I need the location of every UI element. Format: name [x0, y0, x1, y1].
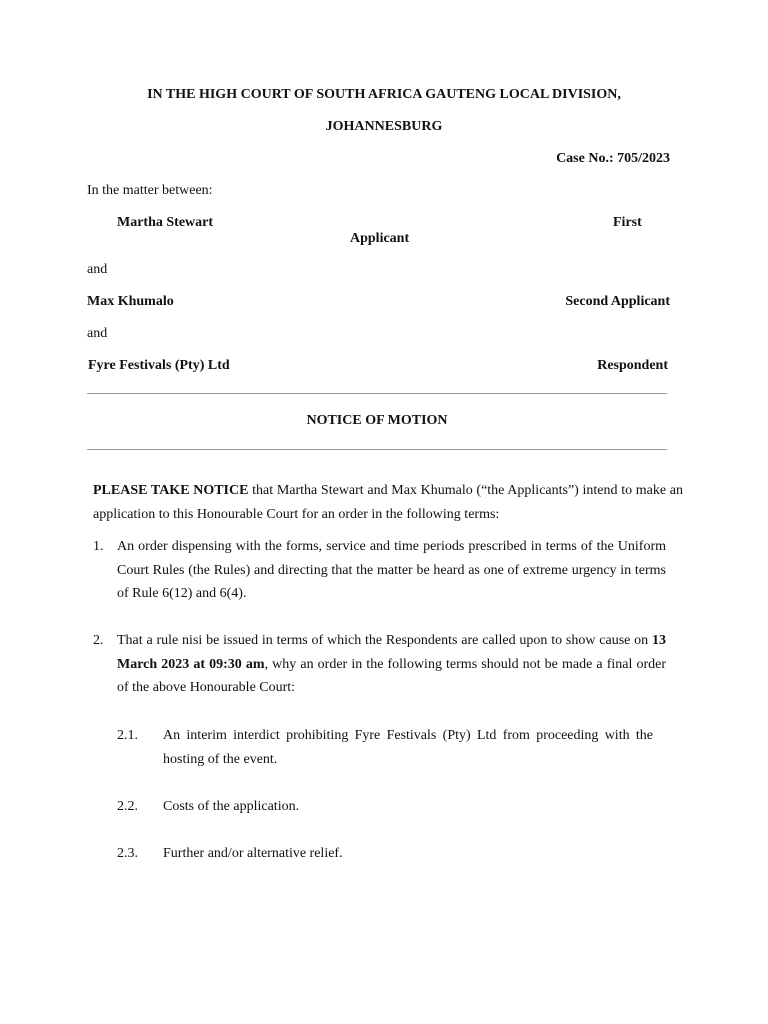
- notice-of-motion-title: NOTICE OF MOTION: [306, 413, 448, 428]
- order-text-after: , why an order in the following terms should not be made a final order of the above Honourable Court:: [117, 656, 666, 695]
- first-applicant-role-applicant: Applicant: [350, 231, 410, 246]
- intro-paragraph: [93, 479, 683, 526]
- first-applicant-role-first: First: [613, 215, 642, 230]
- intro-lead: PLEASE TAKE NOTICE: [93, 483, 249, 498]
- order-text: An order dispensing with the forms, service and time periods prescribed in terms of the Uniform Court Rules (the Rules) and directing that the matter be heard as one of extreme urgency in terms of Rule 6(12) and 6(4).: [117, 539, 666, 601]
- court-title-line1: IN THE HIGH COURT OF SOUTH AFRICA GAUTENG LOCAL DIVISION,: [147, 87, 621, 102]
- order-number: 2.: [93, 633, 104, 648]
- sub-order-number: 2.1.: [117, 728, 138, 743]
- sub-order-text: Costs of the application.: [163, 799, 300, 814]
- sub-order-number: 2.2.: [117, 799, 138, 814]
- first-applicant-name: Martha Stewart: [117, 215, 214, 230]
- respondent-role: Respondent: [597, 358, 668, 373]
- order-number: 1.: [93, 539, 104, 554]
- second-applicant-name: Max Khumalo: [87, 294, 174, 309]
- sub-order-number: 2.3.: [117, 846, 138, 861]
- court-title-line2: JOHANNESBURG: [325, 119, 443, 134]
- case-number: Case No.: 705/2023: [556, 151, 670, 166]
- divider-bottom: [87, 449, 667, 450]
- and-connector: and: [87, 262, 108, 277]
- sub-order-text: An interim interdict prohibiting Fyre Festivals (Pty) Ltd from proceeding with the hosting of the event.: [163, 728, 653, 767]
- hearing-date: 13 March 2023 at 09:30 am: [117, 633, 666, 672]
- order-text: [117, 629, 666, 700]
- divider-top: [87, 393, 667, 394]
- respondent-name: Fyre Festivals (Pty) Ltd: [88, 358, 230, 373]
- matter-between-label: In the matter between:: [87, 183, 213, 198]
- order-text-before: That a rule nisi be issued in terms of which the Respondents are called upon to show cause on: [117, 633, 652, 648]
- sub-order-text: Further and/or alternative relief.: [163, 846, 343, 861]
- intro-text: that Martha Stewart and Max Khumalo (“the Applicants”) intend to make an application to this Honourable Court for an order in the following terms:: [93, 483, 683, 522]
- second-applicant-role: Second Applicant: [565, 294, 670, 309]
- and-connector: and: [87, 326, 108, 341]
